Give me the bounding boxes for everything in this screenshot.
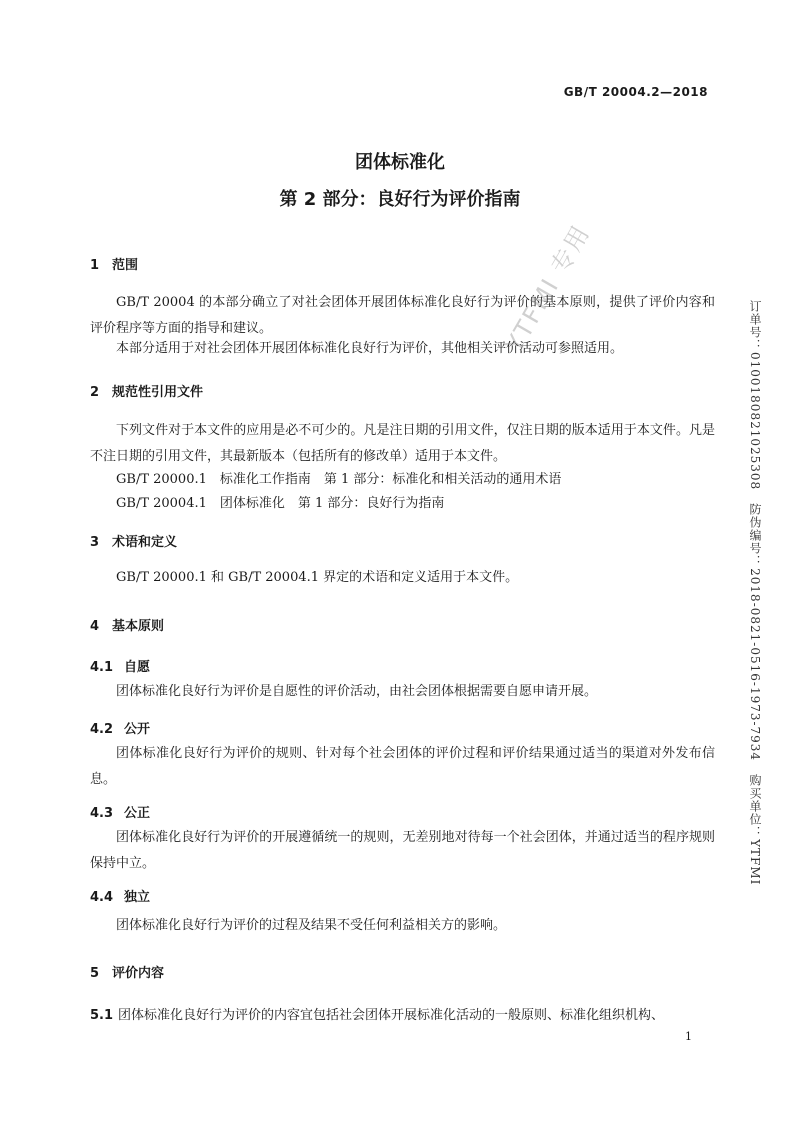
paragraph: 团体标准化良好行为评价是自愿性的评价活动，由社会团体根据需要自愿申请开展。 [116,684,598,699]
page-number: 1 [685,1030,692,1043]
paragraph: GB/T 20004 的本部分确立了对社会团体开展团体标准化良好行为评价的基本原则，提供了评价内容和评价程序等方面的指导和建议。 [90,295,715,336]
section-heading-evaluation-content [90,962,164,981]
subsection-number: 4.2 [90,722,114,737]
side-order-text: 订单号：0100180821025308 防伪编号：2018-0821-0516-1973-7934 购买单位：YTFMI [748,300,762,886]
section-heading-normative-references [90,381,203,400]
subsection-title: 独立 [124,890,151,905]
section-title: 规范性引用文件 [112,385,204,400]
reference-item: GB/T 20000.1 标准化工作指南 第 1 部分：标准化和相关活动的通用术语 [116,472,562,487]
subsection-number: 5.1 [90,1008,114,1023]
paragraph: 下列文件对于本文件的应用是必不可少的。凡是注日期的引用文件，仅注日期的版本适用于本文件。凡是不注日期的引用文件，其最新版本（包括所有的修改单）适用于本文件。 [90,423,715,464]
section-number: 3 [90,535,100,550]
section-heading-scope [90,254,138,273]
document-subtitle: 第 2 部分：良好行为评价指南 [279,189,521,210]
reference-item: GB/T 20004.1 团体标准化 第 1 部分：良好行为指南 [116,496,445,511]
paragraph: 团体标准化良好行为评价的过程及结果不受任何利益相关方的影响。 [116,918,507,933]
subsection-number: 4.4 [90,890,114,905]
standard-code: GB/T 20004.2—2018 [563,85,708,99]
subsection-title: 公正 [124,806,151,821]
subsection-title: 公开 [124,722,151,737]
subsection-number: 4.1 [90,660,114,675]
subsection-heading [90,656,150,675]
paragraph: 团体标准化良好行为评价的开展遵循统一的规则，无差别地对待每一个社会团体，并通过适当的程序规则保持中立。 [90,830,715,871]
section-title: 评价内容 [112,966,165,981]
paragraph [90,1004,715,1023]
subsection-heading [90,802,150,821]
section-title: 术语和定义 [112,535,178,550]
subsection-number: 4.3 [90,806,114,821]
document-title: 团体标准化 [355,152,445,173]
section-number: 4 [90,619,100,634]
subsection-heading [90,718,150,737]
section-title: 基本原则 [112,619,165,634]
subsection-title: 自愿 [124,660,151,675]
paragraph: 团体标准化良好行为评价的规则、针对每个社会团体的评价过程和评价结果通过适当的渠道对外发布信息。 [90,746,715,787]
paragraph: GB/T 20000.1 和 GB/T 20004.1 界定的术语和定义适用于本文件。 [116,570,519,585]
paragraph: 本部分适用于对社会团体开展团体标准化良好行为评价，其他相关评价活动可参照适用。 [116,341,624,356]
section-number: 1 [90,258,100,273]
subsection-text: 团体标准化良好行为评价的内容宜包括社会团体开展标准化活动的一般原则、标准化组织机构、 [118,1008,665,1023]
section-heading-principles [90,615,164,634]
section-number: 5 [90,966,100,981]
section-title: 范围 [112,258,139,273]
section-heading-terms [90,531,177,550]
watermark: YTFMI 专用 [500,219,596,357]
section-number: 2 [90,385,100,400]
subsection-heading [90,886,150,905]
